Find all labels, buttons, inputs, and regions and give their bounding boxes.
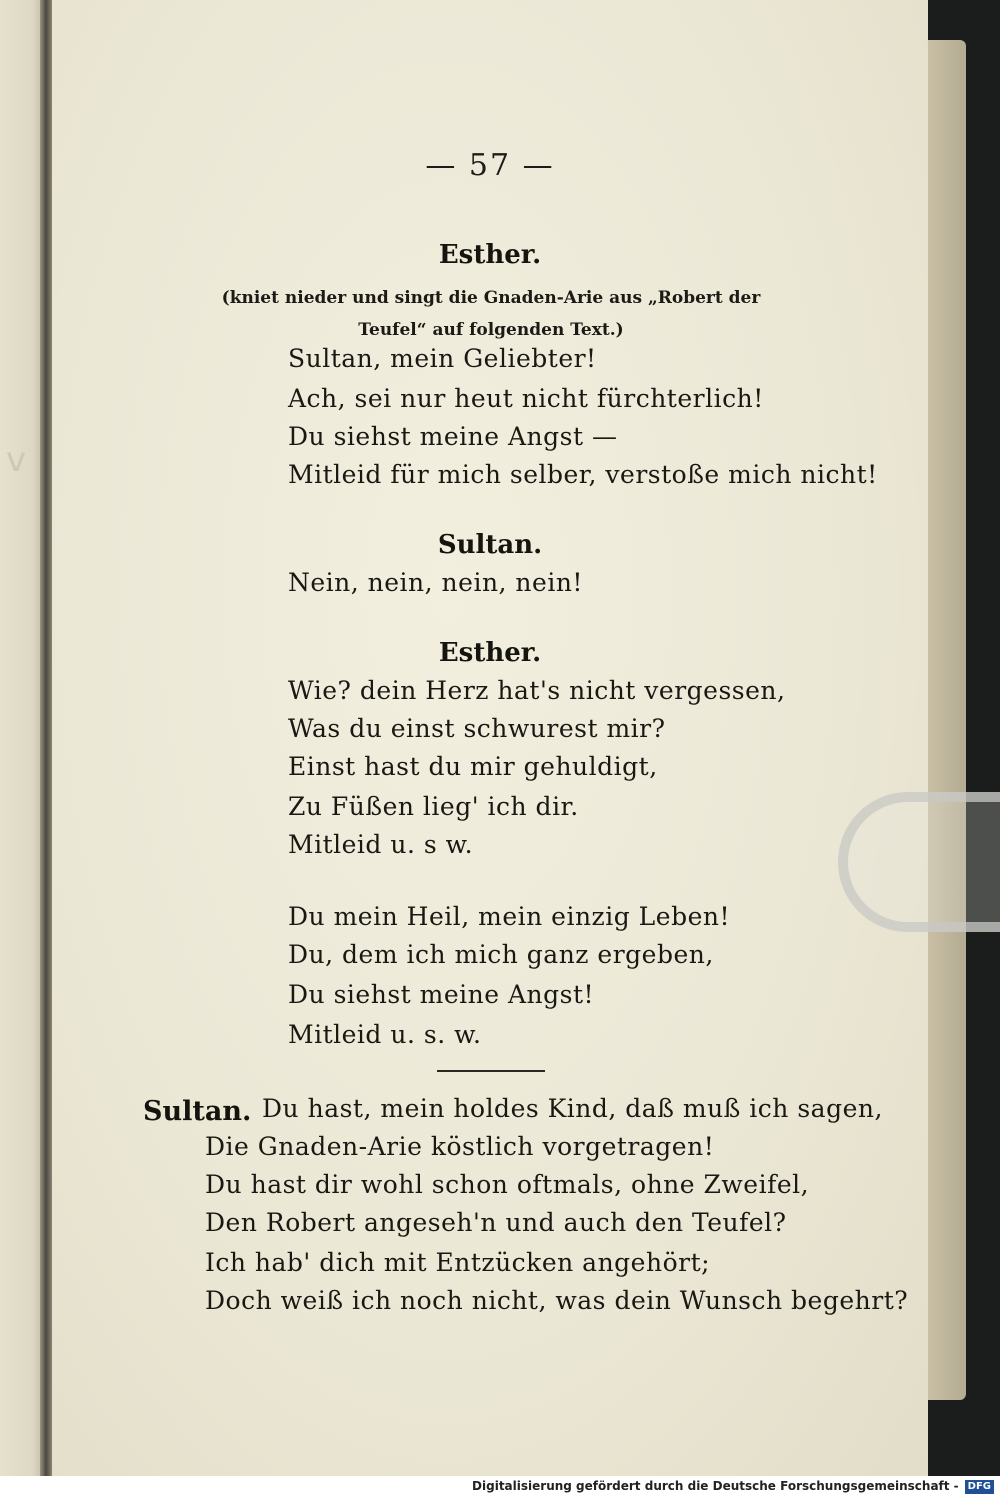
verse-line: Sultan, mein Geliebter! <box>288 344 597 373</box>
verse-line: Du, dem ich mich ganz ergeben, <box>288 940 714 969</box>
speaker-sultan-1: Sultan. <box>437 530 543 560</box>
verse-line: Nein, nein, nein, nein! <box>288 568 583 597</box>
page-number: — 57 — <box>425 148 555 183</box>
dfg-logo: DFG <box>965 1480 994 1494</box>
page-clip <box>838 792 1000 932</box>
verse-line: Du hast dir wohl schon oftmals, ohne Zweifel, <box>205 1170 810 1199</box>
verse-line: Du hast, mein holdes Kind, daß muß ich sagen, <box>262 1094 883 1123</box>
verse-line: Was du einst schwurest mir? <box>288 714 666 743</box>
verse-line: Ich hab' dich mit Entzücken angehört; <box>205 1248 711 1277</box>
book-gutter <box>40 0 52 1476</box>
verse-line: Einst hast du mir gehuldigt, <box>288 752 658 781</box>
verse-line: Mitleid u. s w. <box>288 830 474 859</box>
footer-text: Digitalisierung gefördert durch die Deutsche Forschungsgemeinschaft - <box>472 1479 959 1493</box>
footer-credit <box>0 1476 1000 1496</box>
verse-line: Du siehst meine Angst — <box>288 422 618 451</box>
stage-direction: (kniet nieder und singt die Gnaden-Arie aus „Robert der Teufel“ auf folgenden Text.) <box>221 288 761 340</box>
verse-line: Mitleid für mich selber, verstoße mich nicht! <box>288 460 878 489</box>
verse-line: Die Gnaden-Arie köstlich vorgetragen! <box>205 1132 715 1161</box>
verse-line: Mitleid u. s. w. <box>288 1020 482 1049</box>
verse-line: Ach, sei nur heut nicht fürchterlich! <box>288 384 764 413</box>
verse-line: Zu Füßen lieg' ich dir. <box>288 792 579 821</box>
verse-line: Wie? dein Herz hat's nicht vergessen, <box>288 676 786 705</box>
speaker-esther-1: Esther. <box>438 240 542 270</box>
speaker-sultan-2: Sultan. <box>143 1096 252 1127</box>
binding-thread: ⅴ <box>6 440 27 480</box>
section-divider <box>437 1070 545 1072</box>
verse-line: Den Robert angeseh'n und auch den Teufel? <box>205 1208 787 1237</box>
speaker-esther-2: Esther. <box>438 638 542 668</box>
verse-line: Du siehst meine Angst! <box>288 980 595 1009</box>
verse-line: Doch weiß ich noch nicht, was dein Wunsch begehrt? <box>205 1286 909 1315</box>
verse-line: Du mein Heil, mein einzig Leben! <box>288 902 731 931</box>
